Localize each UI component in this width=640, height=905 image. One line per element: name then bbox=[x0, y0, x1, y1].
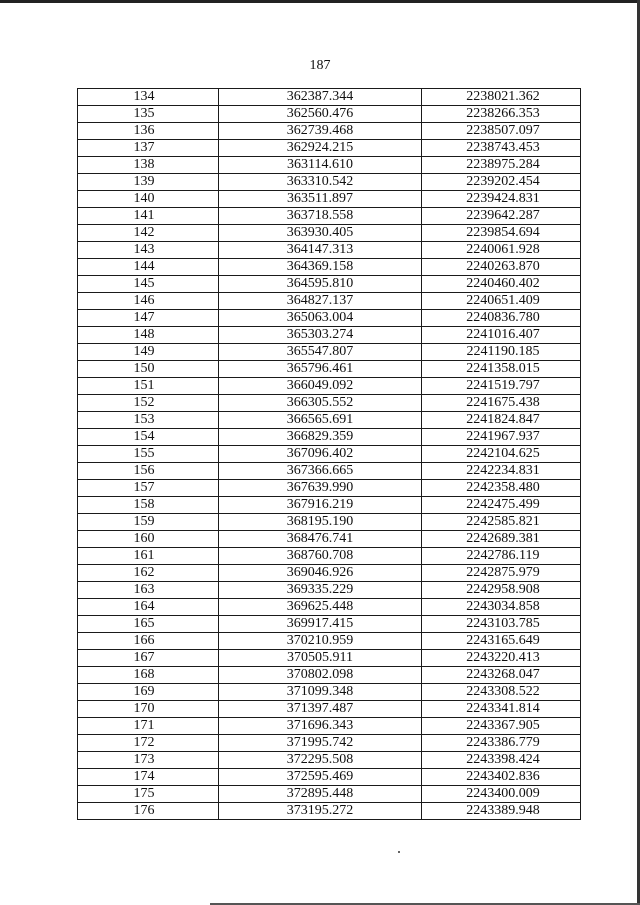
x-coordinate-cell: 372895.448 bbox=[219, 786, 422, 803]
table-row bbox=[78, 157, 581, 174]
x-coordinate-cell: 363310.542 bbox=[219, 174, 422, 191]
x-coordinate-cell: 372295.508 bbox=[219, 752, 422, 769]
point-number-cell: 157 bbox=[78, 480, 219, 497]
y-coordinate-cell: 2243341.814 bbox=[422, 701, 581, 718]
table-row bbox=[78, 803, 581, 820]
x-coordinate-cell: 366565.691 bbox=[219, 412, 422, 429]
scan-border-top bbox=[0, 0, 640, 3]
y-coordinate-cell: 2240460.402 bbox=[422, 276, 581, 293]
x-coordinate-cell: 371696.343 bbox=[219, 718, 422, 735]
x-coordinate-cell: 369917.415 bbox=[219, 616, 422, 633]
y-coordinate-cell: 2239642.287 bbox=[422, 208, 581, 225]
point-number-cell: 143 bbox=[78, 242, 219, 259]
point-number-cell: 138 bbox=[78, 157, 219, 174]
table-row bbox=[78, 463, 581, 480]
point-number-cell: 141 bbox=[78, 208, 219, 225]
table-row bbox=[78, 429, 581, 446]
table-row bbox=[78, 89, 581, 106]
x-coordinate-cell: 367366.665 bbox=[219, 463, 422, 480]
point-number-cell: 166 bbox=[78, 633, 219, 650]
table-row bbox=[78, 412, 581, 429]
table-row bbox=[78, 633, 581, 650]
y-coordinate-cell: 2242958.908 bbox=[422, 582, 581, 599]
point-number-cell: 144 bbox=[78, 259, 219, 276]
coordinates-table-body bbox=[78, 89, 581, 820]
point-number-cell: 173 bbox=[78, 752, 219, 769]
table-row bbox=[78, 752, 581, 769]
table-row bbox=[78, 225, 581, 242]
y-coordinate-cell: 2243268.047 bbox=[422, 667, 581, 684]
point-number-cell: 167 bbox=[78, 650, 219, 667]
x-coordinate-cell: 365303.274 bbox=[219, 327, 422, 344]
point-number-cell: 155 bbox=[78, 446, 219, 463]
point-number-cell: 139 bbox=[78, 174, 219, 191]
y-coordinate-cell: 2240836.780 bbox=[422, 310, 581, 327]
point-number-cell: 159 bbox=[78, 514, 219, 531]
point-number-cell: 154 bbox=[78, 429, 219, 446]
table-row bbox=[78, 480, 581, 497]
y-coordinate-cell: 2240263.870 bbox=[422, 259, 581, 276]
page-number: 187 bbox=[309, 58, 331, 73]
x-coordinate-cell: 370505.911 bbox=[219, 650, 422, 667]
x-coordinate-cell: 367916.219 bbox=[219, 497, 422, 514]
table-row bbox=[78, 378, 581, 395]
y-coordinate-cell: 2243386.779 bbox=[422, 735, 581, 752]
table-row bbox=[78, 718, 581, 735]
y-coordinate-cell: 2238743.453 bbox=[422, 140, 581, 157]
y-coordinate-cell: 2238975.284 bbox=[422, 157, 581, 174]
point-number-cell: 171 bbox=[78, 718, 219, 735]
table-row bbox=[78, 327, 581, 344]
x-coordinate-cell: 371099.348 bbox=[219, 684, 422, 701]
table-row bbox=[78, 191, 581, 208]
y-coordinate-cell: 2238266.353 bbox=[422, 106, 581, 123]
point-number-cell: 135 bbox=[78, 106, 219, 123]
table-row bbox=[78, 361, 581, 378]
table-row bbox=[78, 446, 581, 463]
table-row bbox=[78, 123, 581, 140]
x-coordinate-cell: 365796.461 bbox=[219, 361, 422, 378]
y-coordinate-cell: 2243398.424 bbox=[422, 752, 581, 769]
y-coordinate-cell: 2241967.937 bbox=[422, 429, 581, 446]
table-row bbox=[78, 565, 581, 582]
x-coordinate-cell: 372595.469 bbox=[219, 769, 422, 786]
point-number-cell: 158 bbox=[78, 497, 219, 514]
scan-speck bbox=[398, 851, 400, 853]
x-coordinate-cell: 364369.158 bbox=[219, 259, 422, 276]
table-row bbox=[78, 599, 581, 616]
table-row bbox=[78, 208, 581, 225]
table-row bbox=[78, 344, 581, 361]
y-coordinate-cell: 2239202.454 bbox=[422, 174, 581, 191]
y-coordinate-cell: 2242585.821 bbox=[422, 514, 581, 531]
table-row bbox=[78, 735, 581, 752]
point-number-cell: 152 bbox=[78, 395, 219, 412]
x-coordinate-cell: 364827.137 bbox=[219, 293, 422, 310]
y-coordinate-cell: 2242875.979 bbox=[422, 565, 581, 582]
point-number-cell: 176 bbox=[78, 803, 219, 820]
y-coordinate-cell: 2242358.480 bbox=[422, 480, 581, 497]
point-number-cell: 163 bbox=[78, 582, 219, 599]
x-coordinate-cell: 373195.272 bbox=[219, 803, 422, 820]
table-row bbox=[78, 395, 581, 412]
y-coordinate-cell: 2243389.948 bbox=[422, 803, 581, 820]
y-coordinate-cell: 2240061.928 bbox=[422, 242, 581, 259]
point-number-cell: 174 bbox=[78, 769, 219, 786]
table-row bbox=[78, 786, 581, 803]
table-row bbox=[78, 616, 581, 633]
point-number-cell: 165 bbox=[78, 616, 219, 633]
table-row bbox=[78, 497, 581, 514]
point-number-cell: 150 bbox=[78, 361, 219, 378]
point-number-cell: 147 bbox=[78, 310, 219, 327]
point-number-cell: 162 bbox=[78, 565, 219, 582]
table-row bbox=[78, 582, 581, 599]
x-coordinate-cell: 369335.229 bbox=[219, 582, 422, 599]
y-coordinate-cell: 2241190.185 bbox=[422, 344, 581, 361]
x-coordinate-cell: 367639.990 bbox=[219, 480, 422, 497]
y-coordinate-cell: 2239424.831 bbox=[422, 191, 581, 208]
y-coordinate-cell: 2243400.009 bbox=[422, 786, 581, 803]
table-row bbox=[78, 140, 581, 157]
x-coordinate-cell: 371397.487 bbox=[219, 701, 422, 718]
table-row bbox=[78, 276, 581, 293]
y-coordinate-cell: 2238021.362 bbox=[422, 89, 581, 106]
point-number-cell: 164 bbox=[78, 599, 219, 616]
x-coordinate-cell: 367096.402 bbox=[219, 446, 422, 463]
x-coordinate-cell: 364147.313 bbox=[219, 242, 422, 259]
y-coordinate-cell: 2243367.905 bbox=[422, 718, 581, 735]
point-number-cell: 136 bbox=[78, 123, 219, 140]
y-coordinate-cell: 2241358.015 bbox=[422, 361, 581, 378]
x-coordinate-cell: 363511.897 bbox=[219, 191, 422, 208]
point-number-cell: 148 bbox=[78, 327, 219, 344]
x-coordinate-cell: 368760.708 bbox=[219, 548, 422, 565]
x-coordinate-cell: 368195.190 bbox=[219, 514, 422, 531]
point-number-cell: 161 bbox=[78, 548, 219, 565]
point-number-cell: 153 bbox=[78, 412, 219, 429]
point-number-cell: 160 bbox=[78, 531, 219, 548]
x-coordinate-cell: 364595.810 bbox=[219, 276, 422, 293]
y-coordinate-cell: 2242475.499 bbox=[422, 497, 581, 514]
x-coordinate-cell: 366049.092 bbox=[219, 378, 422, 395]
y-coordinate-cell: 2241519.797 bbox=[422, 378, 581, 395]
y-coordinate-cell: 2242234.831 bbox=[422, 463, 581, 480]
table-row bbox=[78, 310, 581, 327]
y-coordinate-cell: 2243103.785 bbox=[422, 616, 581, 633]
y-coordinate-cell: 2241824.847 bbox=[422, 412, 581, 429]
table-row bbox=[78, 548, 581, 565]
x-coordinate-cell: 365547.807 bbox=[219, 344, 422, 361]
y-coordinate-cell: 2243220.413 bbox=[422, 650, 581, 667]
point-number-cell: 145 bbox=[78, 276, 219, 293]
x-coordinate-cell: 371995.742 bbox=[219, 735, 422, 752]
y-coordinate-cell: 2243402.836 bbox=[422, 769, 581, 786]
coordinates-table bbox=[77, 88, 581, 820]
point-number-cell: 172 bbox=[78, 735, 219, 752]
point-number-cell: 142 bbox=[78, 225, 219, 242]
x-coordinate-cell: 362739.468 bbox=[219, 123, 422, 140]
x-coordinate-cell: 370210.959 bbox=[219, 633, 422, 650]
x-coordinate-cell: 368476.741 bbox=[219, 531, 422, 548]
table-row bbox=[78, 259, 581, 276]
y-coordinate-cell: 2241675.438 bbox=[422, 395, 581, 412]
y-coordinate-cell: 2242104.625 bbox=[422, 446, 581, 463]
y-coordinate-cell: 2242786.119 bbox=[422, 548, 581, 565]
point-number-cell: 146 bbox=[78, 293, 219, 310]
point-number-cell: 151 bbox=[78, 378, 219, 395]
x-coordinate-cell: 362560.476 bbox=[219, 106, 422, 123]
y-coordinate-cell: 2242689.381 bbox=[422, 531, 581, 548]
table-row bbox=[78, 106, 581, 123]
point-number-cell: 170 bbox=[78, 701, 219, 718]
table-row bbox=[78, 242, 581, 259]
point-number-cell: 156 bbox=[78, 463, 219, 480]
point-number-cell: 149 bbox=[78, 344, 219, 361]
table-row bbox=[78, 701, 581, 718]
y-coordinate-cell: 2239854.694 bbox=[422, 225, 581, 242]
table-row bbox=[78, 293, 581, 310]
y-coordinate-cell: 2241016.407 bbox=[422, 327, 581, 344]
point-number-cell: 169 bbox=[78, 684, 219, 701]
x-coordinate-cell: 369625.448 bbox=[219, 599, 422, 616]
point-number-cell: 134 bbox=[78, 89, 219, 106]
x-coordinate-cell: 363718.558 bbox=[219, 208, 422, 225]
x-coordinate-cell: 369046.926 bbox=[219, 565, 422, 582]
table-row bbox=[78, 667, 581, 684]
y-coordinate-cell: 2240651.409 bbox=[422, 293, 581, 310]
x-coordinate-cell: 363930.405 bbox=[219, 225, 422, 242]
table-row bbox=[78, 531, 581, 548]
x-coordinate-cell: 365063.004 bbox=[219, 310, 422, 327]
point-number-cell: 137 bbox=[78, 140, 219, 157]
x-coordinate-cell: 366829.359 bbox=[219, 429, 422, 446]
point-number-cell: 140 bbox=[78, 191, 219, 208]
y-coordinate-cell: 2238507.097 bbox=[422, 123, 581, 140]
x-coordinate-cell: 363114.610 bbox=[219, 157, 422, 174]
x-coordinate-cell: 370802.098 bbox=[219, 667, 422, 684]
y-coordinate-cell: 2243165.649 bbox=[422, 633, 581, 650]
table-row bbox=[78, 174, 581, 191]
point-number-cell: 175 bbox=[78, 786, 219, 803]
point-number-cell: 168 bbox=[78, 667, 219, 684]
table-row bbox=[78, 514, 581, 531]
x-coordinate-cell: 362924.215 bbox=[219, 140, 422, 157]
y-coordinate-cell: 2243034.858 bbox=[422, 599, 581, 616]
y-coordinate-cell: 2243308.522 bbox=[422, 684, 581, 701]
table-row bbox=[78, 769, 581, 786]
x-coordinate-cell: 362387.344 bbox=[219, 89, 422, 106]
table-row bbox=[78, 684, 581, 701]
x-coordinate-cell: 366305.552 bbox=[219, 395, 422, 412]
table-row bbox=[78, 650, 581, 667]
